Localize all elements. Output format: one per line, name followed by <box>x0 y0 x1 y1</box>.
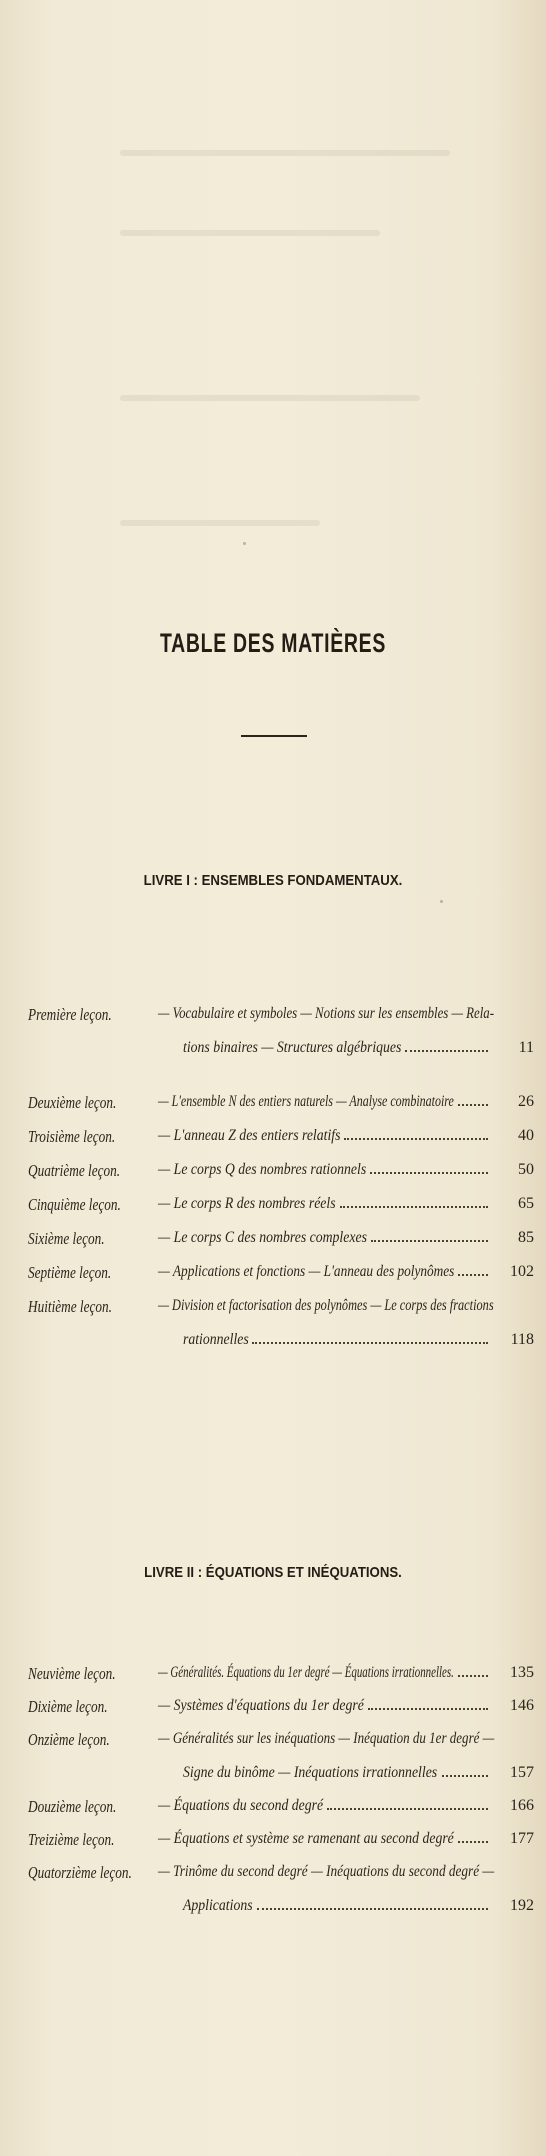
entry-line <box>158 1697 494 1715</box>
entry-line <box>158 1830 494 1848</box>
dot-leader <box>405 1049 488 1052</box>
bleed-through-mark <box>120 395 420 401</box>
dot-leader <box>458 1674 488 1677</box>
entry-line <box>183 1039 494 1057</box>
paper-speck <box>440 900 443 903</box>
entry-text: — Trinôme du second degré — Inéquations du second degré — <box>158 1863 495 1880</box>
bleed-through-mark <box>120 520 320 526</box>
lesson-label: Douzième leçon. <box>28 1797 117 1816</box>
page-number: 102 <box>510 1263 534 1280</box>
page-title: TABLE DES MATIÈRES <box>159 628 387 658</box>
entry-line <box>158 1093 494 1111</box>
bleed-through-mark <box>120 150 450 156</box>
entry-line <box>158 1863 494 1881</box>
page-number: 192 <box>510 1897 534 1914</box>
lesson-label: Treizième leçon. <box>28 1830 115 1849</box>
dot-leader <box>458 1103 488 1106</box>
entry-text: Signe du binôme — Inéquations irrationnelles <box>183 1764 438 1781</box>
entry-text: — Équations et système se ramenant au second degré <box>158 1830 454 1847</box>
entry-text: — Généralités. Équations du 1er degré — Équations irrationnelles. <box>158 1664 454 1681</box>
page-number: 11 <box>518 1039 534 1056</box>
entry-text: — Le corps R des nombres réels <box>158 1195 336 1212</box>
dot-leader <box>458 1840 488 1843</box>
entry-line <box>158 1005 494 1023</box>
lesson-label: Sixième leçon. <box>28 1229 105 1248</box>
page-number: 40 <box>518 1127 534 1144</box>
entry-text: — Systèmes d'équations du 1er degré <box>158 1697 364 1714</box>
page-number: 166 <box>510 1797 534 1814</box>
page-number: 50 <box>518 1161 534 1178</box>
entry-text: Applications <box>183 1897 253 1914</box>
entry-line <box>158 1730 494 1748</box>
entry-line <box>158 1127 494 1145</box>
entry-line <box>183 1331 494 1349</box>
entry-text: — Applications et fonctions — L'anneau des polynômes <box>158 1263 455 1280</box>
entry-text: — Vocabulaire et symboles — Notions sur les ensembles — Rela- <box>158 1005 495 1022</box>
lesson-label: Huitième leçon. <box>28 1297 112 1316</box>
entry-text: — Le corps Q des nombres rationnels <box>158 1161 367 1178</box>
page-number: 146 <box>510 1697 534 1714</box>
lesson-label: Quatorzième leçon. <box>28 1863 132 1882</box>
entry-line <box>158 1664 494 1682</box>
dot-leader <box>344 1137 488 1140</box>
page-number: 26 <box>518 1093 534 1110</box>
paper-speck <box>243 542 246 545</box>
lesson-label: Troisième leçon. <box>28 1127 116 1146</box>
page-number: 157 <box>510 1764 534 1781</box>
dot-leader <box>252 1341 488 1344</box>
title-rule <box>241 735 307 737</box>
entry-line <box>158 1229 494 1247</box>
entry-text: tions binaires — Structures algébriques <box>183 1039 402 1056</box>
lesson-label: Onzième leçon. <box>28 1730 110 1749</box>
page-number: 118 <box>510 1331 534 1348</box>
entry-text: — Généralités sur les inéquations — Inéquation du 1er degré — <box>158 1730 495 1747</box>
dot-leader <box>327 1807 488 1810</box>
dot-leader <box>371 1239 488 1242</box>
page-number: 177 <box>510 1830 534 1847</box>
page-number: 85 <box>518 1229 534 1246</box>
entry-line <box>158 1263 494 1281</box>
entry-text: — L'anneau Z des entiers relatifs <box>158 1127 341 1144</box>
dot-leader <box>458 1273 488 1276</box>
lesson-label: Dixième leçon. <box>28 1697 108 1716</box>
lesson-label: Cinquième leçon. <box>28 1195 121 1214</box>
bleed-through-mark <box>120 230 380 236</box>
lesson-label: Septième leçon. <box>28 1263 112 1282</box>
dot-leader <box>370 1171 488 1174</box>
entry-text: — L'ensemble N des entiers naturels — Analyse combinatoire <box>158 1093 454 1110</box>
dot-leader <box>340 1205 488 1208</box>
entry-line <box>158 1797 494 1815</box>
dot-leader <box>368 1707 488 1710</box>
book-title: LIVRE II : ÉQUATIONS ET INÉQUATIONS. <box>144 1564 402 1581</box>
lesson-label: Première leçon. <box>28 1005 112 1024</box>
lesson-label: Deuxième leçon. <box>28 1093 117 1112</box>
page-number: 65 <box>518 1195 534 1212</box>
entry-text: — Division et factorisation des polynômes — Le corps des fractions <box>158 1297 494 1314</box>
entry-text: rationnelles <box>183 1331 249 1348</box>
entry-line <box>183 1764 494 1782</box>
entry-line <box>158 1297 494 1315</box>
page-number: 135 <box>510 1664 534 1681</box>
book-title: LIVRE I : ENSEMBLES FONDAMENTAUX. <box>143 872 403 889</box>
entry-line <box>158 1161 494 1179</box>
entry-line <box>158 1195 494 1213</box>
lesson-label: Neuvième leçon. <box>28 1664 116 1683</box>
entry-line <box>183 1897 494 1915</box>
dot-leader <box>442 1774 488 1777</box>
dot-leader <box>257 1907 488 1910</box>
entry-text: — Le corps C des nombres complexes <box>158 1229 367 1246</box>
lesson-label: Quatrième leçon. <box>28 1161 121 1180</box>
entry-text: — Équations du second degré <box>158 1797 324 1814</box>
